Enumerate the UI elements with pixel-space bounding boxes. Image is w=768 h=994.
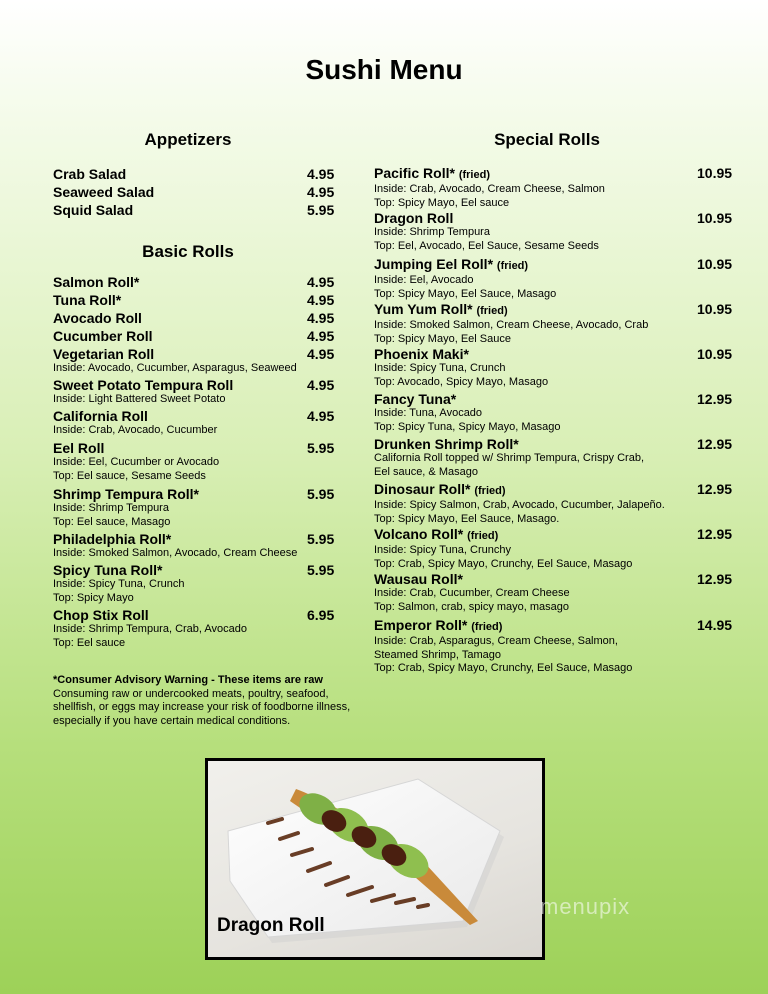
- appetizers-heading: Appetizers: [144, 130, 232, 149]
- menu-item-name: [374, 571, 570, 587]
- menu-item-price: 14.95: [697, 617, 733, 633]
- menu-item-description: Top: Spicy Mayo, Eel Sauce, Masago: [374, 287, 557, 300]
- menu-item-name-text: Philadelphia Roll*: [53, 531, 172, 547]
- menu-item-name: [53, 310, 142, 326]
- menu-item-description: Inside: Crab, Avocado, Cream Cheese, Salmon: [374, 183, 605, 195]
- menu-item-price: 4.95: [307, 184, 335, 200]
- menu-item-price: 4.95: [307, 346, 335, 362]
- menu-item-price: 6.95: [307, 607, 335, 623]
- menu-item-description: Inside: Tuna, Avocado: [374, 407, 483, 419]
- menu-item-name: [374, 256, 556, 274]
- menu-item-description: Inside: Spicy Tuna, Crunchy: [374, 544, 511, 556]
- menu-item: [53, 310, 142, 326]
- menu-item-price: 5.95: [307, 440, 335, 456]
- menu-item-price: 4.95: [307, 292, 335, 308]
- menu-item: [53, 184, 154, 200]
- menu-item-name-text: Fancy Tuna*: [374, 391, 457, 407]
- dragon-roll-photo: [205, 758, 545, 960]
- menu-item-name-text: Pacific Roll*: [374, 165, 455, 181]
- menu-item-price: 10.95: [697, 301, 733, 317]
- menu-item-name: [53, 377, 233, 393]
- menu-item-name-text: Sweet Potato Tempura Roll: [53, 377, 234, 393]
- menu-item: [53, 377, 233, 407]
- menu-item-description: Inside: Spicy Salmon, Crab, Avocado, Cucumber, Jalapeño.: [374, 499, 665, 511]
- fried-tag: (fried): [496, 260, 529, 272]
- menu-item-description: Top: Eel sauce: [53, 636, 126, 649]
- menu-item-description: Inside: Smoked Salmon, Avocado, Cream Cheese: [53, 547, 298, 559]
- menu-item-name: [53, 202, 133, 218]
- menu-item-price: 12.95: [697, 481, 733, 497]
- menu-item-price: 4.95: [307, 310, 335, 326]
- menu-item-description: Top: Spicy Mayo: [53, 591, 134, 604]
- fried-tag: (fried): [458, 169, 490, 181]
- menu-item-price: 5.95: [307, 486, 335, 502]
- menu-item: [374, 481, 665, 526]
- menu-item-name-text: Chop Stix Roll: [53, 607, 149, 623]
- basic-rolls-heading: Basic Rolls: [142, 242, 234, 261]
- menu-item-name: [53, 328, 153, 344]
- menu-item: [374, 617, 632, 676]
- menu-item-price: 5.95: [307, 531, 335, 547]
- menu-item-description: Inside: Spicy Tuna, Crunch: [53, 578, 185, 590]
- menu-item-name: [53, 274, 139, 290]
- menu-item: [374, 346, 548, 389]
- menu-item-description: Inside: Shrimp Tempura, Crab, Avocado: [53, 623, 248, 635]
- menu-item-price: 4.95: [307, 328, 335, 344]
- advisory-line: especially if you have certain medical conditions.: [53, 714, 291, 727]
- menu-item: [374, 571, 570, 614]
- menu-item-name-text: Phoenix Maki*: [374, 346, 469, 362]
- menu-item-price: 12.95: [697, 391, 733, 407]
- menu-item-name-text: Shrimp Tempura Roll*: [53, 486, 199, 502]
- menu-item-name: [53, 408, 217, 424]
- menu-item-name-text: Wausau Roll*: [374, 571, 463, 587]
- menu-item-price: 10.95: [697, 346, 733, 362]
- menu-item-price: 10.95: [697, 165, 733, 181]
- menu-item-description: Inside: Eel, Avocado: [374, 274, 474, 286]
- menu-item-price: 5.95: [307, 562, 335, 578]
- menu-item-name: [374, 617, 632, 635]
- menu-item-name-text: Spicy Tuna Roll*: [53, 562, 163, 578]
- special-rolls-heading: Special Rolls: [494, 130, 600, 149]
- menu-item-description: California Roll topped w/ Shrimp Tempura, Crispy Crab,: [374, 452, 645, 464]
- menu-item-description: Eel sauce, & Masago: [374, 465, 478, 478]
- menu-item: [374, 301, 648, 346]
- menu-item-description: Top: Spicy Tuna, Spicy Mayo, Masago: [374, 420, 561, 433]
- menu-item-description: Steamed Shrimp, Tamago: [374, 648, 501, 661]
- menu-item-price: 4.95: [307, 408, 335, 424]
- menu-item-name: [374, 165, 605, 183]
- menu-item-name: [53, 531, 297, 547]
- menu-item-description: Inside: Spicy Tuna, Crunch: [374, 362, 506, 374]
- menu-item: [53, 607, 247, 650]
- menu-item: [53, 346, 297, 376]
- menu-item-name-text: Emperor Roll*: [374, 617, 468, 633]
- menu-item-description: Inside: Avocado, Cucumber, Asparagus, Seaweed: [53, 362, 297, 374]
- menu-item: [53, 166, 126, 182]
- menu-item-name: [53, 562, 184, 578]
- advisory-line: Consuming raw or undercooked meats, poultry, seafood,: [53, 687, 329, 700]
- menu-item-description: Inside: Crab, Asparagus, Cream Cheese, Salmon,: [374, 635, 618, 647]
- menu-item: [53, 486, 199, 529]
- menu-item-name-text: California Roll: [53, 408, 148, 424]
- menu-item: [374, 526, 632, 571]
- menu-item-price: 12.95: [697, 436, 733, 452]
- menu-item-price: 4.95: [307, 377, 335, 393]
- menu-item-description: Inside: Smoked Salmon, Cream Cheese, Avocado, Crab: [374, 319, 649, 331]
- menu-item-name: [53, 486, 199, 502]
- menu-item-price: 4.95: [307, 274, 335, 290]
- page-title: Sushi Menu: [305, 54, 463, 85]
- menu-item-description: Top: Eel sauce, Sesame Seeds: [53, 469, 206, 482]
- advisory-line: shellfish, or eggs may increase your risk of foodborne illness,: [53, 701, 351, 714]
- menu-item-name: [374, 481, 665, 499]
- photo-caption: Dragon Roll: [217, 915, 325, 936]
- fried-tag: (fried): [471, 621, 503, 633]
- menu-item-name-text: Cucumber Roll: [53, 328, 153, 344]
- menu-item-description: Inside: Shrimp Tempura: [374, 226, 490, 238]
- menu-item-price: 10.95: [697, 256, 733, 272]
- fried-tag: (fried): [467, 530, 499, 542]
- menu-item-description: Top: Spicy Mayo, Eel Sauce, Masago.: [374, 512, 560, 525]
- menu-item: [374, 391, 560, 434]
- menu-item: [53, 408, 217, 438]
- menu-item-description: Top: Avocado, Spicy Mayo, Masago: [374, 375, 549, 388]
- menu-item-name: [53, 346, 297, 362]
- consumer-advisory: [53, 674, 363, 728]
- menu-item: [53, 274, 139, 290]
- menu-item-description: Top: Spicy Mayo, Eel sauce: [374, 196, 510, 209]
- menu-item: [374, 210, 599, 253]
- menu-item-name-text: Squid Salad: [53, 202, 134, 218]
- menu-item-name-text: Tuna Roll*: [53, 292, 122, 308]
- menu-item-description: Top: Crab, Spicy Mayo, Crunchy, Eel Sauce, Masago: [374, 662, 633, 674]
- menu-item-name: [53, 292, 121, 308]
- menu-item-description: Top: Crab, Spicy Mayo, Crunchy, Eel Sauce, Masago: [374, 557, 633, 570]
- menu-item-name-text: Seaweed Salad: [53, 184, 155, 200]
- menu-item-name: [374, 346, 548, 362]
- menu-item-description: Inside: Crab, Avocado, Cucumber: [53, 424, 218, 436]
- menu-item-name: [53, 607, 247, 623]
- menu-item-name: [374, 210, 599, 226]
- menu-item: [53, 292, 121, 308]
- menu-item-name-text: Salmon Roll*: [53, 274, 140, 290]
- menu-item-name: [53, 184, 154, 200]
- menu-item-price: 5.95: [307, 202, 335, 218]
- menu-item-description: Top: Eel, Avocado, Eel Sauce, Sesame Seeds: [374, 239, 599, 252]
- menu-item: [374, 256, 556, 301]
- menu-item-name-text: Yum Yum Roll*: [374, 301, 473, 317]
- menu-item-name-text: Avocado Roll: [53, 310, 142, 326]
- menu-item-description: Inside: Eel, Cucumber or Avocado: [53, 456, 220, 468]
- watermark: menupix: [540, 894, 631, 919]
- menu-item-name: [53, 166, 126, 182]
- menu-item-name: [53, 440, 219, 456]
- menu-item-name-text: Eel Roll: [53, 440, 105, 456]
- menu-item-description: Inside: Crab, Cucumber, Cream Cheese: [374, 587, 570, 599]
- menu-item-name-text: Crab Salad: [53, 166, 127, 182]
- menu-item-name-text: Dinosaur Roll*: [374, 481, 471, 497]
- menu-item: [53, 328, 153, 344]
- menu-item-name-text: Drunken Shrimp Roll*: [374, 436, 519, 452]
- menu-item-price: 10.95: [697, 210, 733, 226]
- menu-item-description: Top: Eel sauce, Masago: [53, 515, 171, 528]
- menu-item-description: Top: Spicy Mayo, Eel Sauce: [374, 332, 511, 345]
- menu-item-name: [374, 526, 632, 544]
- advisory-heading: *Consumer Advisory Warning - These items are raw: [53, 674, 323, 686]
- fried-tag: (fried): [474, 485, 506, 497]
- menu-item: [53, 562, 184, 605]
- menu-item-name-text: Vegetarian Roll: [53, 346, 155, 362]
- menu-item-description: Inside: Light Battered Sweet Potato: [53, 393, 226, 405]
- fried-tag: (fried): [476, 305, 508, 317]
- menu-item-price: 12.95: [697, 571, 733, 587]
- menu-item-name-text: Jumping Eel Roll*: [374, 256, 494, 272]
- menu-item-name: [374, 391, 560, 407]
- menu-item: [53, 202, 133, 218]
- menu-item-name: [374, 301, 648, 319]
- menu-item-price: 4.95: [307, 166, 335, 182]
- menu-item: [53, 531, 297, 561]
- menu-item-name-text: Dragon Roll: [374, 210, 454, 226]
- menu-item: [53, 440, 219, 483]
- menu-item-price: 12.95: [697, 526, 733, 542]
- menu-item-name: [374, 436, 644, 452]
- menu-item-description: Inside: Shrimp Tempura: [53, 502, 169, 514]
- menu-item-description: Top: Salmon, crab, spicy mayo, masago: [374, 600, 570, 613]
- menu-item-name-text: Volcano Roll*: [374, 526, 464, 542]
- menu-item: [374, 165, 605, 210]
- menu-item: [374, 436, 644, 479]
